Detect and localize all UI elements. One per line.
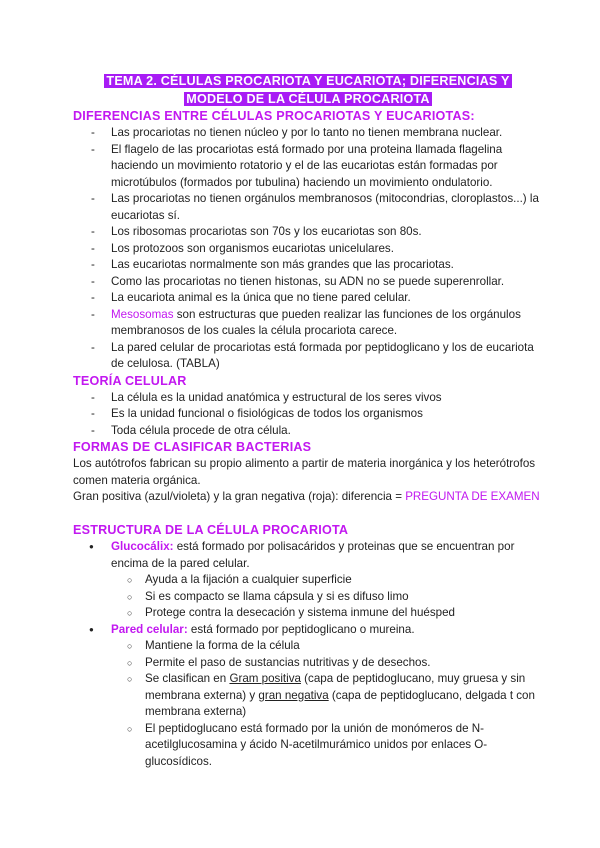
sub-item: ○ Si es compacto se llama cápsula y si es difuso limo [145, 589, 543, 606]
paragraph: Los autótrofos fabrican su propio alimento a partir de materia inorgánica y los heterótrofos comen materia orgánica. [73, 457, 536, 487]
list-item: - Las procariotas no tienen núcleo y por lo tanto no tienen membrana nuclear. [73, 125, 543, 142]
heading-teoria: TEORÍA CELULAR [73, 373, 187, 388]
list-item-glucocalix: ● Glucocálix: está formado por polisacáridos y proteinas que se encuentran por encima de la pared celular. ○ Ayuda a la fijación a cualquier superficie ○ Si es compacto se llama cápsula y si es difuso limo ○ Protege contra la desecación y sistema inmune del huésped [73, 539, 543, 622]
list-item: - Es la unidad funcional o fisiológicas de todos los organismos [73, 406, 543, 423]
sub-item: ○ El peptidoglucano está formado por la unión de monómeros de N-acetilglucosamina y ácido N-acetilmurámico unidos por enlaces O-glucosídicos. [145, 721, 543, 771]
list-item: - Los ribosomas procariotas son 70s y los eucariotas son 80s. [73, 224, 543, 241]
sub-item: ○ Mantiene la forma de la célula [145, 638, 543, 655]
list-item: - Toda célula procede de otra célula. [73, 423, 543, 440]
list-item: - Como las procariotas no tienen histonas, su ADN no se puede superenrollar. [73, 274, 543, 291]
heading-estructura: ESTRUCTURA DE LA CÉLULA PROCARIOTA [73, 523, 349, 537]
list-item: - La eucariota animal es la única que no tiene pared celular. [73, 290, 543, 307]
list-item: - La pared celular de procariotas está formada por peptidoglicano y los de eucariota de celulosa. (TABLA) [73, 340, 543, 373]
sub-item: ○ Permite el paso de sustancias nutritivas y de desechos. [145, 655, 543, 672]
heading-diferencias: DIFERENCIAS ENTRE CÉLULAS PROCARIOTAS Y EUCARIOTAS: [73, 109, 475, 123]
diferencias-list [73, 125, 543, 373]
estructura-list [73, 539, 543, 770]
list-item: - La célula es la unidad anatómica y estructural de los seres vivos [73, 390, 543, 407]
list-item: - Las eucariotas normalmente son más grandes que las procariotas. [73, 257, 543, 274]
sub-item: ○ Se clasifican en Gram positiva (capa de peptidoglucano, muy gruesa y sin membrana externa) y gran negativa (capa de peptidoglucano, delgada t con membrana externa) [145, 671, 543, 721]
document-title: TEMA 2. CÉLULAS PROCARIOTA Y EUCARIOTA; DIFERENCIAS Y MODELO DE LA CÉLULA PROCARIOTA [106, 74, 510, 106]
list-item: - Las procariotas no tienen orgánulos membranosos (mitocondrias, cloroplastos...) la eucariotas sí. [73, 191, 543, 224]
list-item: - Los protozoos son organismos eucariotas unicelulares. [73, 241, 543, 258]
list-item: - Mesosomas son estructuras que pueden realizar las funciones de los orgánulos membranosos de los cuales la célula procariota carece. [73, 307, 543, 340]
sub-item: ○ Ayuda a la fijación a cualquier superficie [145, 572, 543, 589]
list-item: - El flagelo de las procariotas está formado por una proteina llamada flagelina haciendo un movimiento rotatorio y el de las eucariotas están formadas por microtúbulos (formados por tubulina) haciendo un movimiento ondulatorio. [73, 142, 543, 192]
teoria-list [73, 390, 543, 440]
sub-item: ○ Protege contra la desecación y sistema inmune del huésped [145, 605, 543, 622]
heading-formas: FORMAS DE CLASIFICAR BACTERIAS [73, 440, 312, 454]
list-item-pared: ● Pared celular: está formado por peptidoglicano o mureina. ○ Mantiene la forma de la célula ○ Permite el paso de sustancias nutritivas y de desechos. ○ Se clasifican en Gram positiva (capa de peptidoglucano, muy gruesa y sin membrana externa) y gran negativa (capa de peptidoglucano, delgada t con membrana externa) ○ El peptidoglucano está formado por la unión de monómeros de N-acetilglucosamina y ácido N-acetilmurámico unidos por enlaces O-glucosídicos. [73, 622, 543, 771]
paragraph: Gran positiva (azul/violeta) y la gran negativa (roja): diferencia = PREGUNTA DE EXAMEN [73, 490, 540, 503]
